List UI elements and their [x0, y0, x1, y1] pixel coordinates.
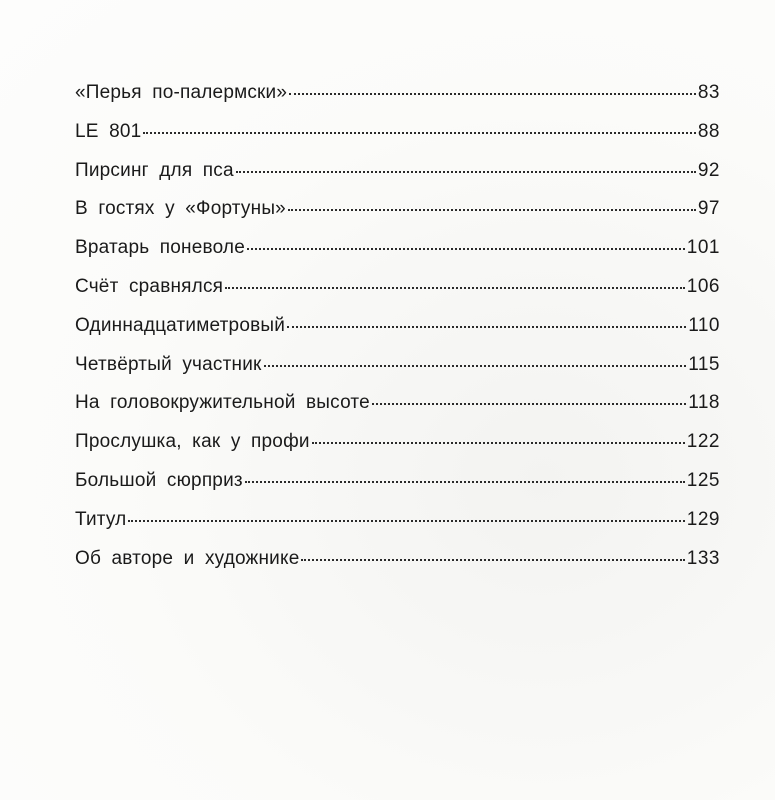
toc-dot-leader [225, 287, 685, 289]
toc-entry [75, 354, 720, 393]
toc-entry [75, 276, 720, 315]
toc-dot-leader [372, 403, 686, 405]
toc-entry-page: 133 [686, 547, 720, 569]
toc-dot-leader [236, 171, 696, 173]
toc-dot-leader [288, 209, 696, 211]
toc-entry [75, 431, 720, 470]
toc-entry [75, 160, 720, 199]
toc-entry-title: Пирсинг для пса [75, 159, 234, 181]
toc-entry [75, 470, 720, 509]
toc-dot-leader [128, 520, 684, 522]
toc-entry-page: 97 [697, 198, 720, 220]
toc-entry [75, 548, 720, 587]
toc-entry-page: 92 [697, 159, 720, 181]
toc-entry-title: LE 801 [75, 120, 142, 142]
toc-entry-page: 115 [688, 353, 720, 375]
toc-entry-title: На головокружительной высоте [75, 392, 370, 414]
toc-entry-title: Четвёртый участник [75, 353, 262, 375]
toc-entry [75, 121, 720, 160]
toc-dot-leader [312, 442, 685, 444]
toc-entry [75, 315, 720, 354]
toc-entry-page: 122 [686, 431, 720, 453]
toc-dot-leader [301, 559, 684, 561]
toc-dot-leader [264, 365, 687, 367]
toc-entry [75, 198, 720, 237]
toc-entry-title: Счёт сравнялся [75, 275, 224, 297]
toc-entry-page: 125 [686, 469, 720, 491]
toc-entry-title: Прослушка, как у профи [75, 431, 310, 453]
toc-entry-title: Титул [75, 508, 127, 530]
toc-entry-title: Большой сюрприз [75, 469, 243, 491]
toc-entry-title: Вратарь поневоле [75, 237, 245, 259]
toc-entry-page: 88 [697, 120, 720, 142]
toc-dot-leader [245, 481, 685, 483]
toc-dot-leader [289, 93, 696, 95]
toc-dot-leader [287, 326, 686, 328]
toc-dot-leader [143, 132, 695, 134]
toc-entry [75, 82, 720, 121]
toc-entry [75, 392, 720, 431]
toc-entry [75, 509, 720, 548]
toc-entry-page: 129 [686, 508, 720, 530]
toc-entry-title: Одиннадцатиметровый [75, 314, 286, 336]
toc-entry [75, 237, 720, 276]
toc-entry-title: В гостях у «Фортуны» [75, 198, 286, 220]
toc-entry-page: 110 [688, 314, 720, 336]
toc-entry-title: «Перья по-палермски» [75, 82, 288, 103]
toc-entry-page: 101 [686, 237, 720, 259]
toc-entry-title: Об авторе и художнике [75, 547, 300, 569]
toc-dot-leader [247, 248, 685, 250]
toc-entry-page: 83 [697, 82, 720, 103]
toc-entry-page: 106 [686, 275, 720, 297]
toc-entry-page: 118 [688, 392, 720, 414]
table-of-contents [75, 82, 720, 586]
